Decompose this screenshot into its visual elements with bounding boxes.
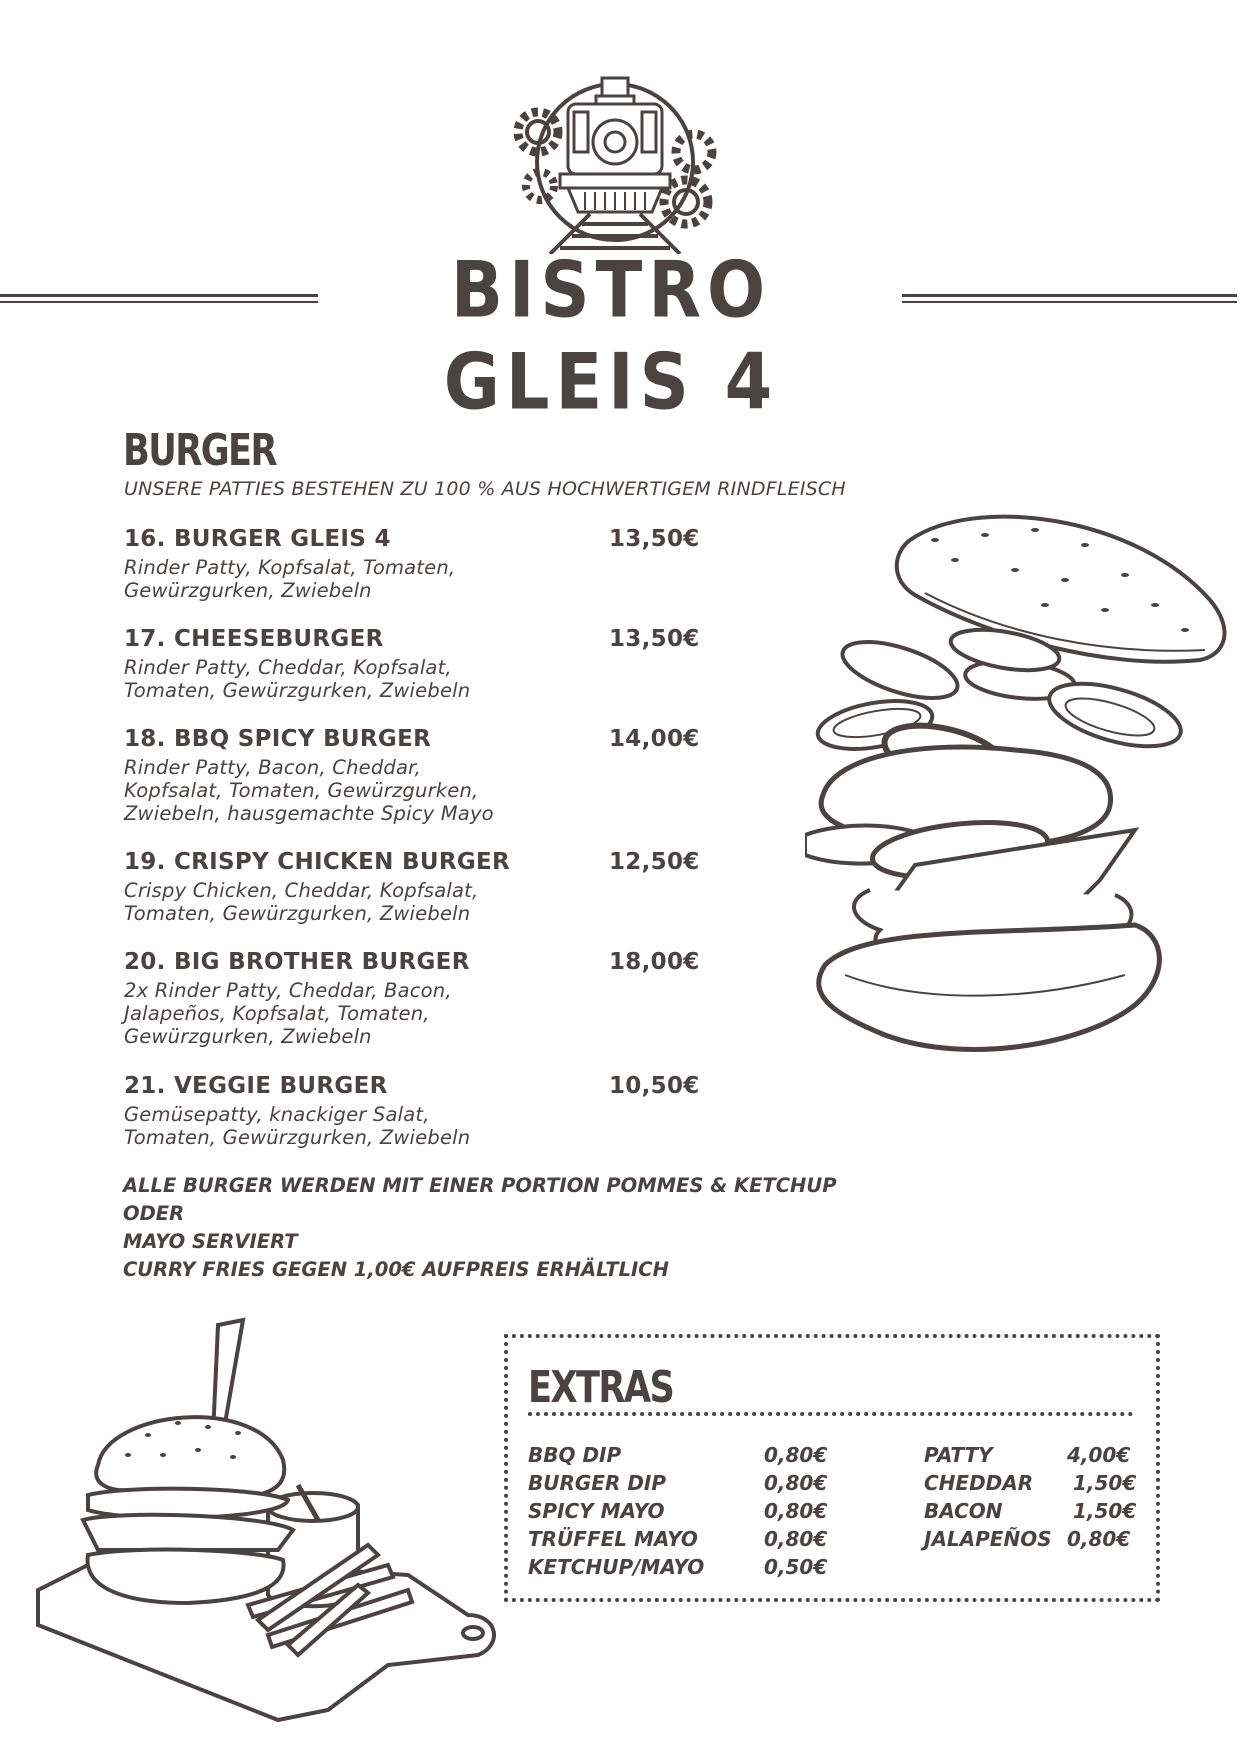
item-description: [124, 756, 704, 825]
item-price: 18,00€: [609, 949, 700, 975]
item-description: [124, 1103, 704, 1149]
item-price: 10,50€: [609, 1073, 700, 1099]
desc-line: Tomaten, Gewürzgurken, Zwiebeln: [124, 679, 471, 702]
title-rule-left: [0, 294, 318, 303]
extra-price: 4,00€: [1067, 1443, 1131, 1467]
extras-title: EXTRAS: [528, 1362, 674, 1413]
footnote-line: CURRY FRIES GEGEN 1,00€ AUFPREIS ERHÄLTLICH: [123, 1258, 669, 1281]
menu-item: [124, 847, 704, 925]
extra-name: PATTY: [924, 1443, 993, 1467]
title-rule-right: [902, 294, 1237, 303]
menu-item: [124, 724, 704, 825]
item-price: 12,50€: [609, 849, 700, 875]
menu-item: [124, 624, 704, 702]
item-name: 19. CRISPY CHICKEN BURGER: [124, 849, 511, 875]
extra-price: 0,80€: [764, 1471, 828, 1495]
burger-on-board-illustration: [28, 1315, 528, 1725]
section-title: BURGER: [123, 425, 276, 476]
item-price: 13,50€: [609, 626, 700, 652]
extra-name: BACON: [924, 1499, 1003, 1523]
extra-price: 0,80€: [764, 1499, 828, 1523]
extra-name: KETCHUP/MAYO: [528, 1555, 705, 1579]
desc-line: Gemüsepatty, knackiger Salat,: [124, 1103, 430, 1126]
item-price: 13,50€: [609, 526, 700, 552]
item-name: 20. BIG BROTHER BURGER: [124, 949, 470, 975]
item-name: 18. BBQ SPICY BURGER: [124, 726, 432, 752]
extra-name: CHEDDAR: [924, 1471, 1034, 1495]
burger-footnote: [123, 1172, 883, 1284]
item-price: 14,00€: [609, 726, 700, 752]
desc-line: Crispy Chicken, Cheddar, Kopfsalat,: [124, 879, 479, 902]
item-name: 21. VEGGIE BURGER: [124, 1073, 388, 1099]
extra-price: 0,50€: [764, 1555, 828, 1579]
exploded-burger-illustration: [805, 505, 1235, 1145]
extras-divider: [528, 1412, 1133, 1416]
desc-line: Rinder Patty, Bacon, Cheddar,: [124, 756, 421, 779]
extra-price: 0,80€: [1067, 1527, 1131, 1551]
extra-price: 1,50€: [1073, 1499, 1137, 1523]
menu-item: [124, 1071, 704, 1149]
desc-line: Gewürzgurken, Zwiebeln: [124, 579, 372, 602]
desc-line: Gewürzgurken, Zwiebeln: [124, 1025, 372, 1048]
item-description: [124, 879, 704, 925]
desc-line: Tomaten, Gewürzgurken, Zwiebeln: [124, 902, 471, 925]
restaurant-title: BISTRO GLEIS 4: [443, 244, 779, 427]
extra-name: BURGER DIP: [528, 1471, 667, 1495]
menu-item: [124, 947, 704, 1048]
desc-line: Rinder Patty, Kopfsalat, Tomaten,: [124, 556, 456, 579]
extra-price: 0,80€: [764, 1443, 828, 1467]
footnote-line: ALLE BURGER WERDEN MIT EINER PORTION POMMES & KETCHUP ODER: [123, 1174, 837, 1225]
item-description: [124, 979, 704, 1048]
item-name: 16. BURGER GLEIS 4: [124, 526, 391, 552]
extra-price: 1,50€: [1073, 1471, 1137, 1495]
menu-item: [124, 524, 704, 602]
desc-line: Kopfsalat, Tomaten, Gewürzgurken,: [124, 779, 479, 802]
section-subtitle: UNSERE PATTIES BESTEHEN ZU 100 % AUS HOCHWERTIGEM RINDFLEISCH: [124, 478, 846, 500]
desc-line: Zwiebeln, hausgemachte Spicy Mayo: [124, 802, 494, 825]
extra-price: 0,80€: [764, 1527, 828, 1551]
desc-line: Rinder Patty, Cheddar, Kopfsalat,: [124, 656, 452, 679]
extra-name: TRÜFFEL MAYO: [528, 1527, 698, 1551]
footnote-line: MAYO SERVIERT: [123, 1230, 298, 1253]
desc-line: Jalapeños, Kopfsalat, Tomaten,: [124, 1002, 430, 1025]
extra-name: JALAPEÑOS: [924, 1527, 1052, 1551]
desc-line: 2x Rinder Patty, Cheddar, Bacon,: [124, 979, 452, 1002]
item-description: [124, 656, 704, 702]
locomotive-logo-icon: [510, 74, 720, 254]
extra-name: SPICY MAYO: [528, 1499, 665, 1523]
item-name: 17. CHEESEBURGER: [124, 626, 384, 652]
item-description: [124, 556, 704, 602]
desc-line: Tomaten, Gewürzgurken, Zwiebeln: [124, 1126, 471, 1149]
extra-name: BBQ DIP: [528, 1443, 622, 1467]
